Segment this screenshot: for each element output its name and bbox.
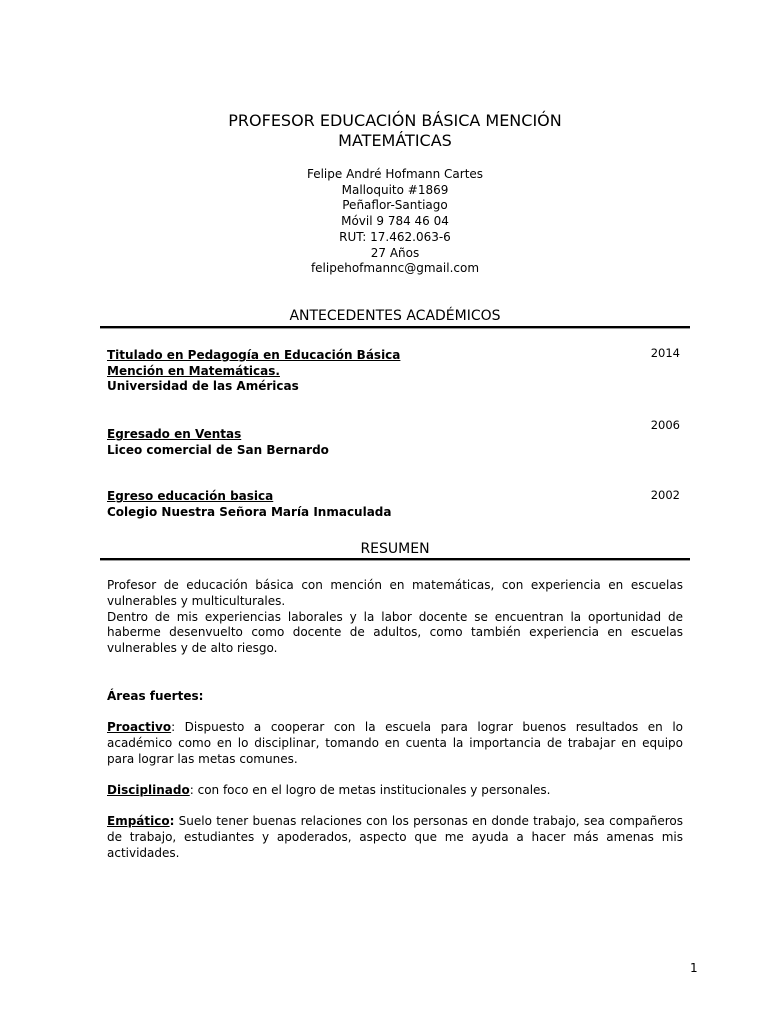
- contact-age: 27 Años: [370, 245, 420, 260]
- strength-disciplinado: [107, 783, 683, 799]
- summary-p2: Dentro de mis experiencias laborales y la labor docente se encuentran la oportunidad de haberme desenvuelto como docente de adultos, como también experiencia en escuelas vulnerables y de alto riesgo.: [107, 609, 683, 656]
- edu-1-degree: Titulado en Pedagogía en Educación Básica: [107, 348, 401, 362]
- contact-city: Peñaflor-Santiago: [342, 198, 448, 213]
- strength-proactivo: [107, 720, 683, 767]
- strengths-title: [107, 689, 683, 705]
- summary-divider: [100, 558, 690, 561]
- document-title: [100, 111, 690, 151]
- contact-address: Malloquito #1869: [341, 182, 449, 197]
- strength-empatico: [107, 814, 683, 861]
- edu-1-institution: Universidad de las Américas: [107, 379, 299, 394]
- summary-paragraph: [107, 578, 683, 657]
- edu-1-mention: Mención en Matemáticas.: [107, 363, 280, 378]
- edu-entry-1: [107, 348, 400, 395]
- edu-3-institution: Colegio Nuestra Señora María Inmaculada: [107, 504, 392, 519]
- title-line-2: MATEMÁTICAS: [338, 131, 452, 150]
- edu-entry-3: [107, 489, 392, 520]
- strength-term: Proactivo: [107, 720, 172, 734]
- edu-2-degree: Egresado en Ventas: [107, 427, 242, 441]
- contact-phone: Móvil 9 784 46 04: [341, 214, 449, 229]
- edu-2-year: 2006: [650, 418, 680, 432]
- academic-divider: [100, 326, 690, 329]
- edu-1-year: 2014: [650, 346, 680, 360]
- strength-text: Dispuesto a cooperar con la escuela para lograr buenos resultados en lo académico como en lo disciplinar, tomando en cuenta la importancia de trabajar en equipo para lograr las metas comunes.: [107, 720, 683, 766]
- strength-term: Empático: [107, 814, 170, 828]
- summary-p1: Profesor de educación básica con mención en matemáticas, con experiencia en escuelas vulnerables y multiculturales.: [107, 578, 683, 608]
- contact-name: Felipe André Hofmann Cartes: [306, 167, 484, 181]
- strengths-title-text: Áreas fuertes:: [107, 689, 204, 703]
- summary-heading: RESUMEN: [360, 541, 430, 557]
- edu-entry-2: [107, 427, 329, 458]
- strength-sep: :: [169, 814, 175, 828]
- edu-2-institution: Liceo comercial de San Bernardo: [107, 442, 329, 457]
- page-number: 1: [690, 961, 698, 975]
- title-line-1: PROFESOR EDUCACIÓN BÁSICA MENCIÓN: [228, 111, 562, 130]
- edu-3-degree: Egreso educación basica: [107, 489, 274, 503]
- strength-text: con foco en el logro de metas institucionales y personales.: [193, 783, 551, 797]
- strength-sep: :: [171, 720, 176, 734]
- strength-sep: :: [189, 783, 194, 797]
- contact-rut: RUT: 17.462.063-6: [339, 229, 451, 244]
- strength-text: Suelo tener buenas relaciones con los personas en donde trabajo, sea compañeros de trabajo, estudiantes y apoderados, aspecto que me ayuda a hacer más amenas mis actividades.: [107, 814, 683, 860]
- academic-heading: ANTECEDENTES ACADÉMICOS: [289, 308, 501, 324]
- contact-block: [100, 167, 690, 277]
- edu-3-year: 2002: [650, 488, 680, 502]
- strength-term: Disciplinado: [107, 783, 190, 797]
- contact-email: felipehofmannc@gmail.com: [310, 261, 480, 276]
